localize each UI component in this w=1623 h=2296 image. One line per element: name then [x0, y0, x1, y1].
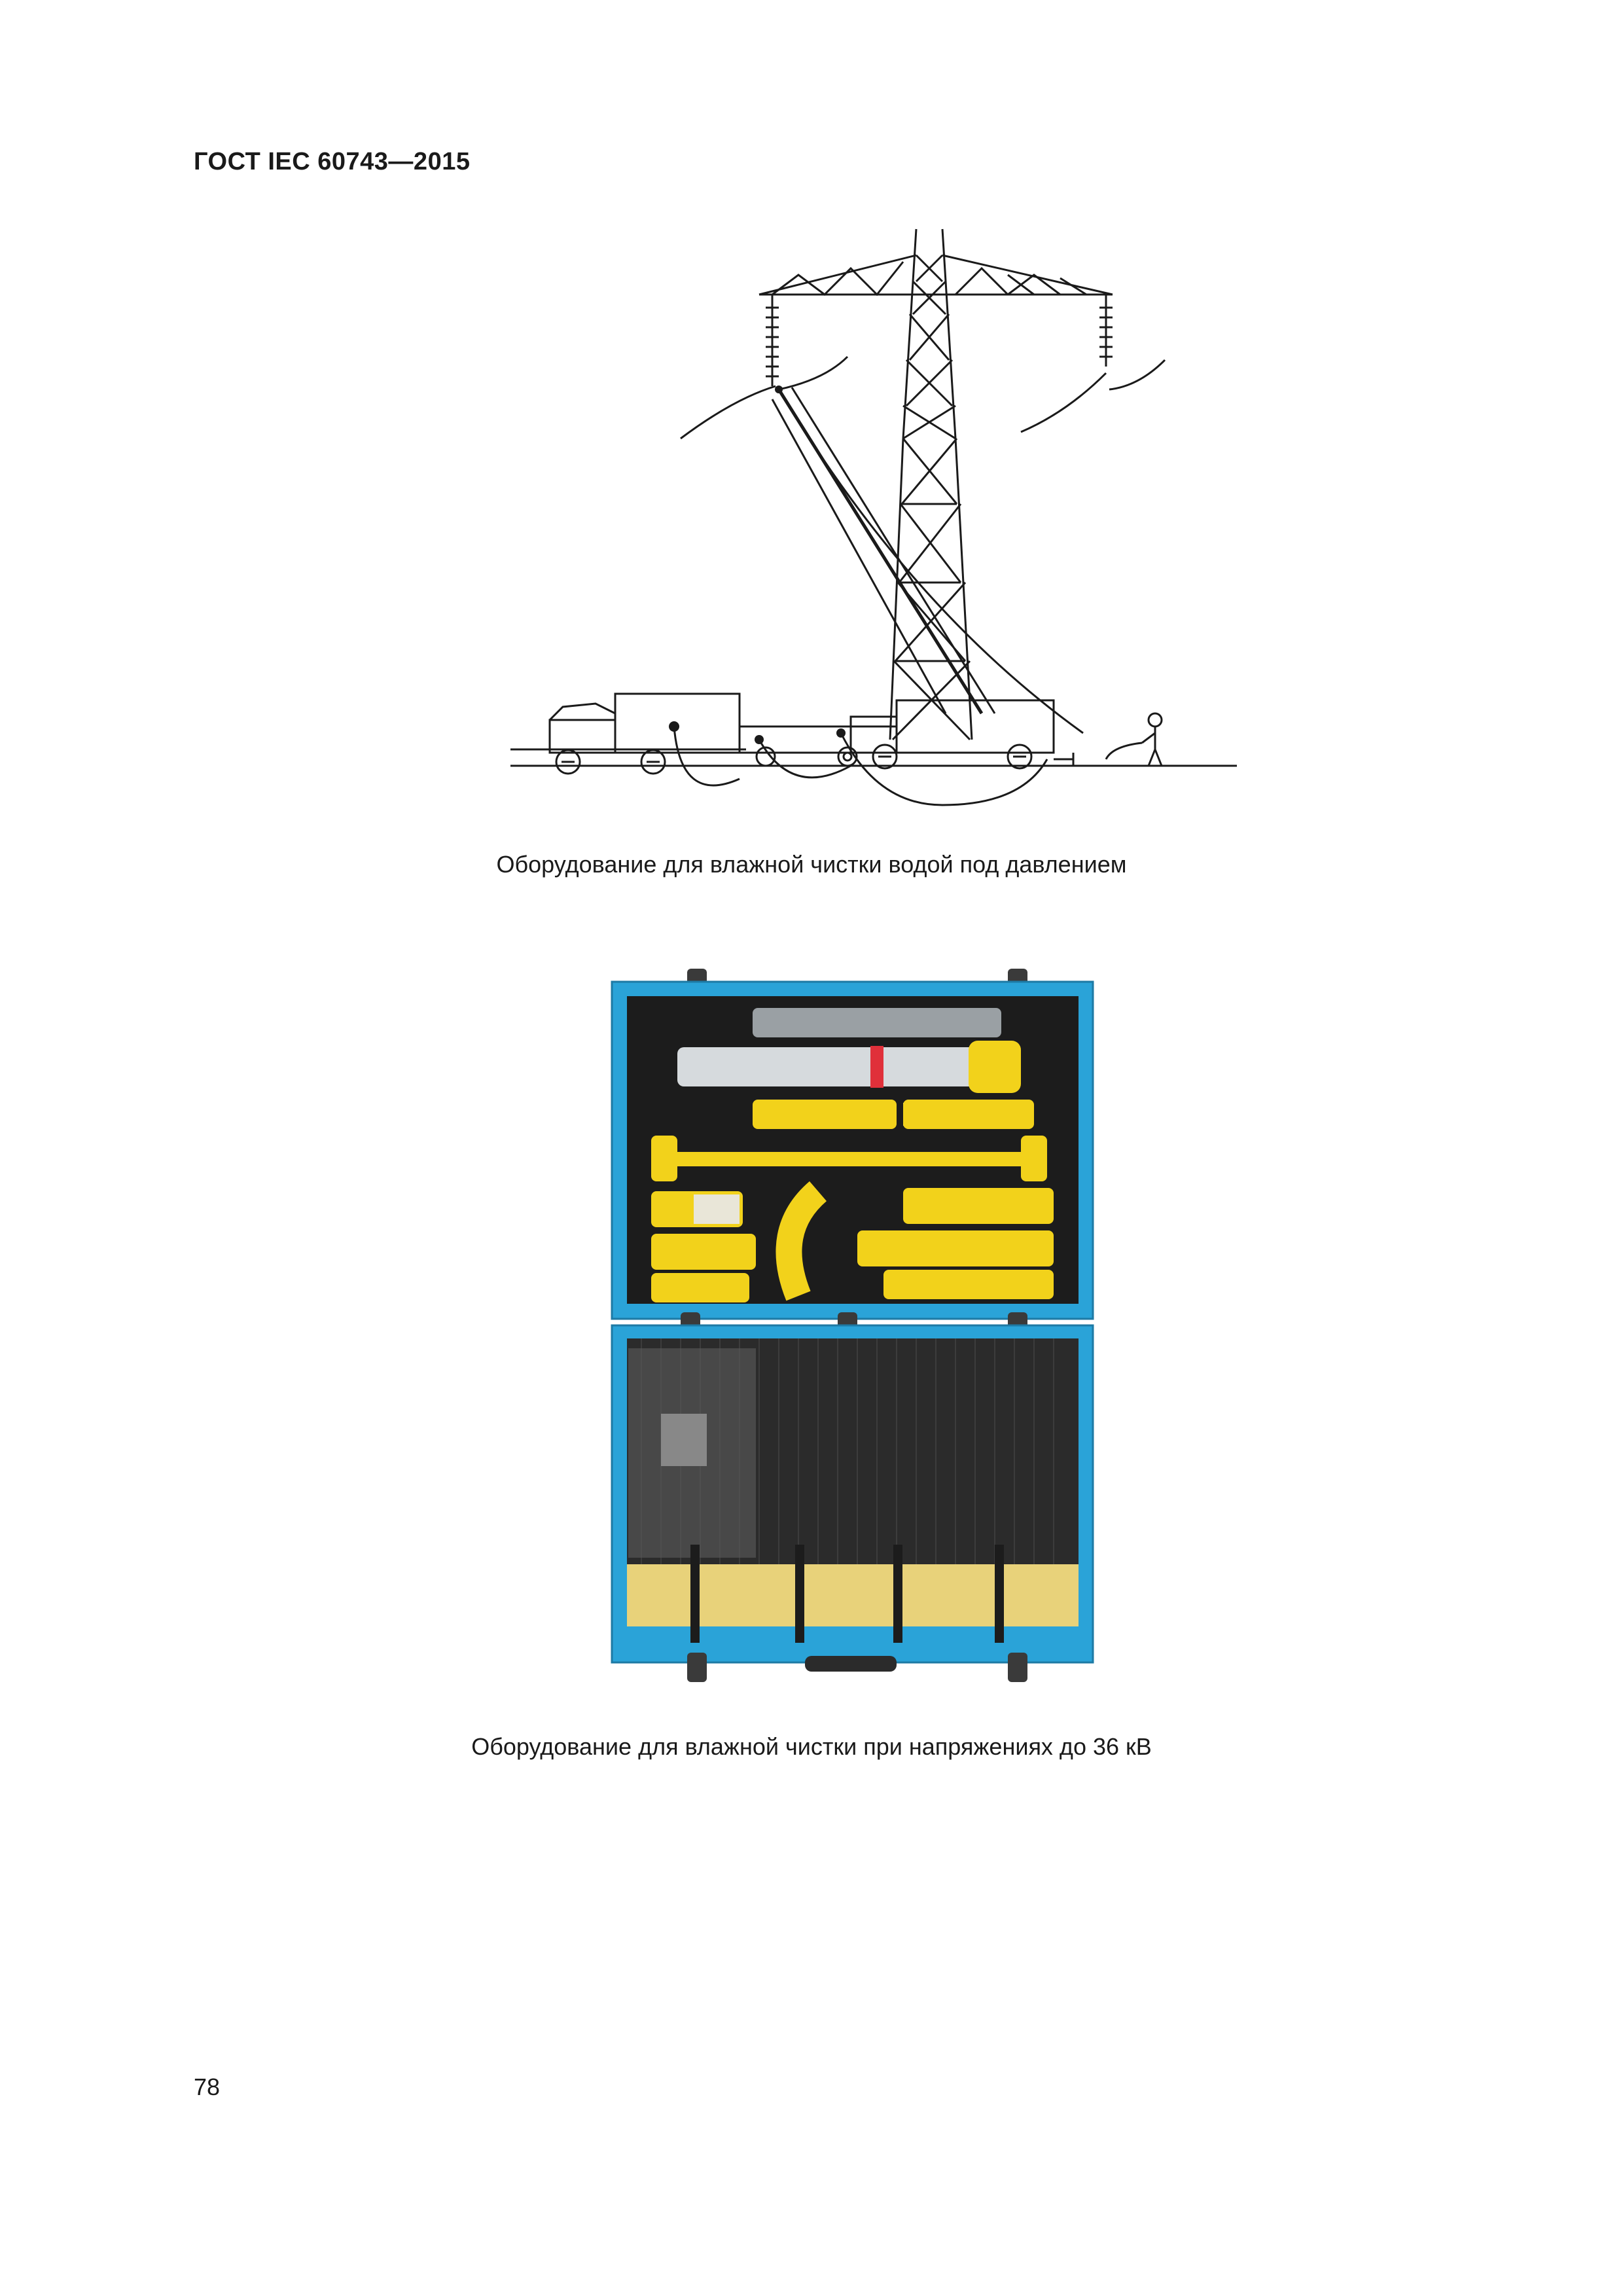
- figure1-caption: Оборудование для влажной чистки водой под давлением: [496, 851, 1127, 878]
- document-header: ГОСТ IEC 60743—2015: [194, 148, 471, 175]
- figure-tower-washing-drawing: [484, 216, 1237, 818]
- figure2-caption: Оборудование для влажной чистки при напряжениях до 36 кВ: [471, 1733, 1152, 1760]
- figure-tool-case-photo: [602, 969, 1099, 1695]
- page-number: 78: [194, 2073, 221, 2100]
